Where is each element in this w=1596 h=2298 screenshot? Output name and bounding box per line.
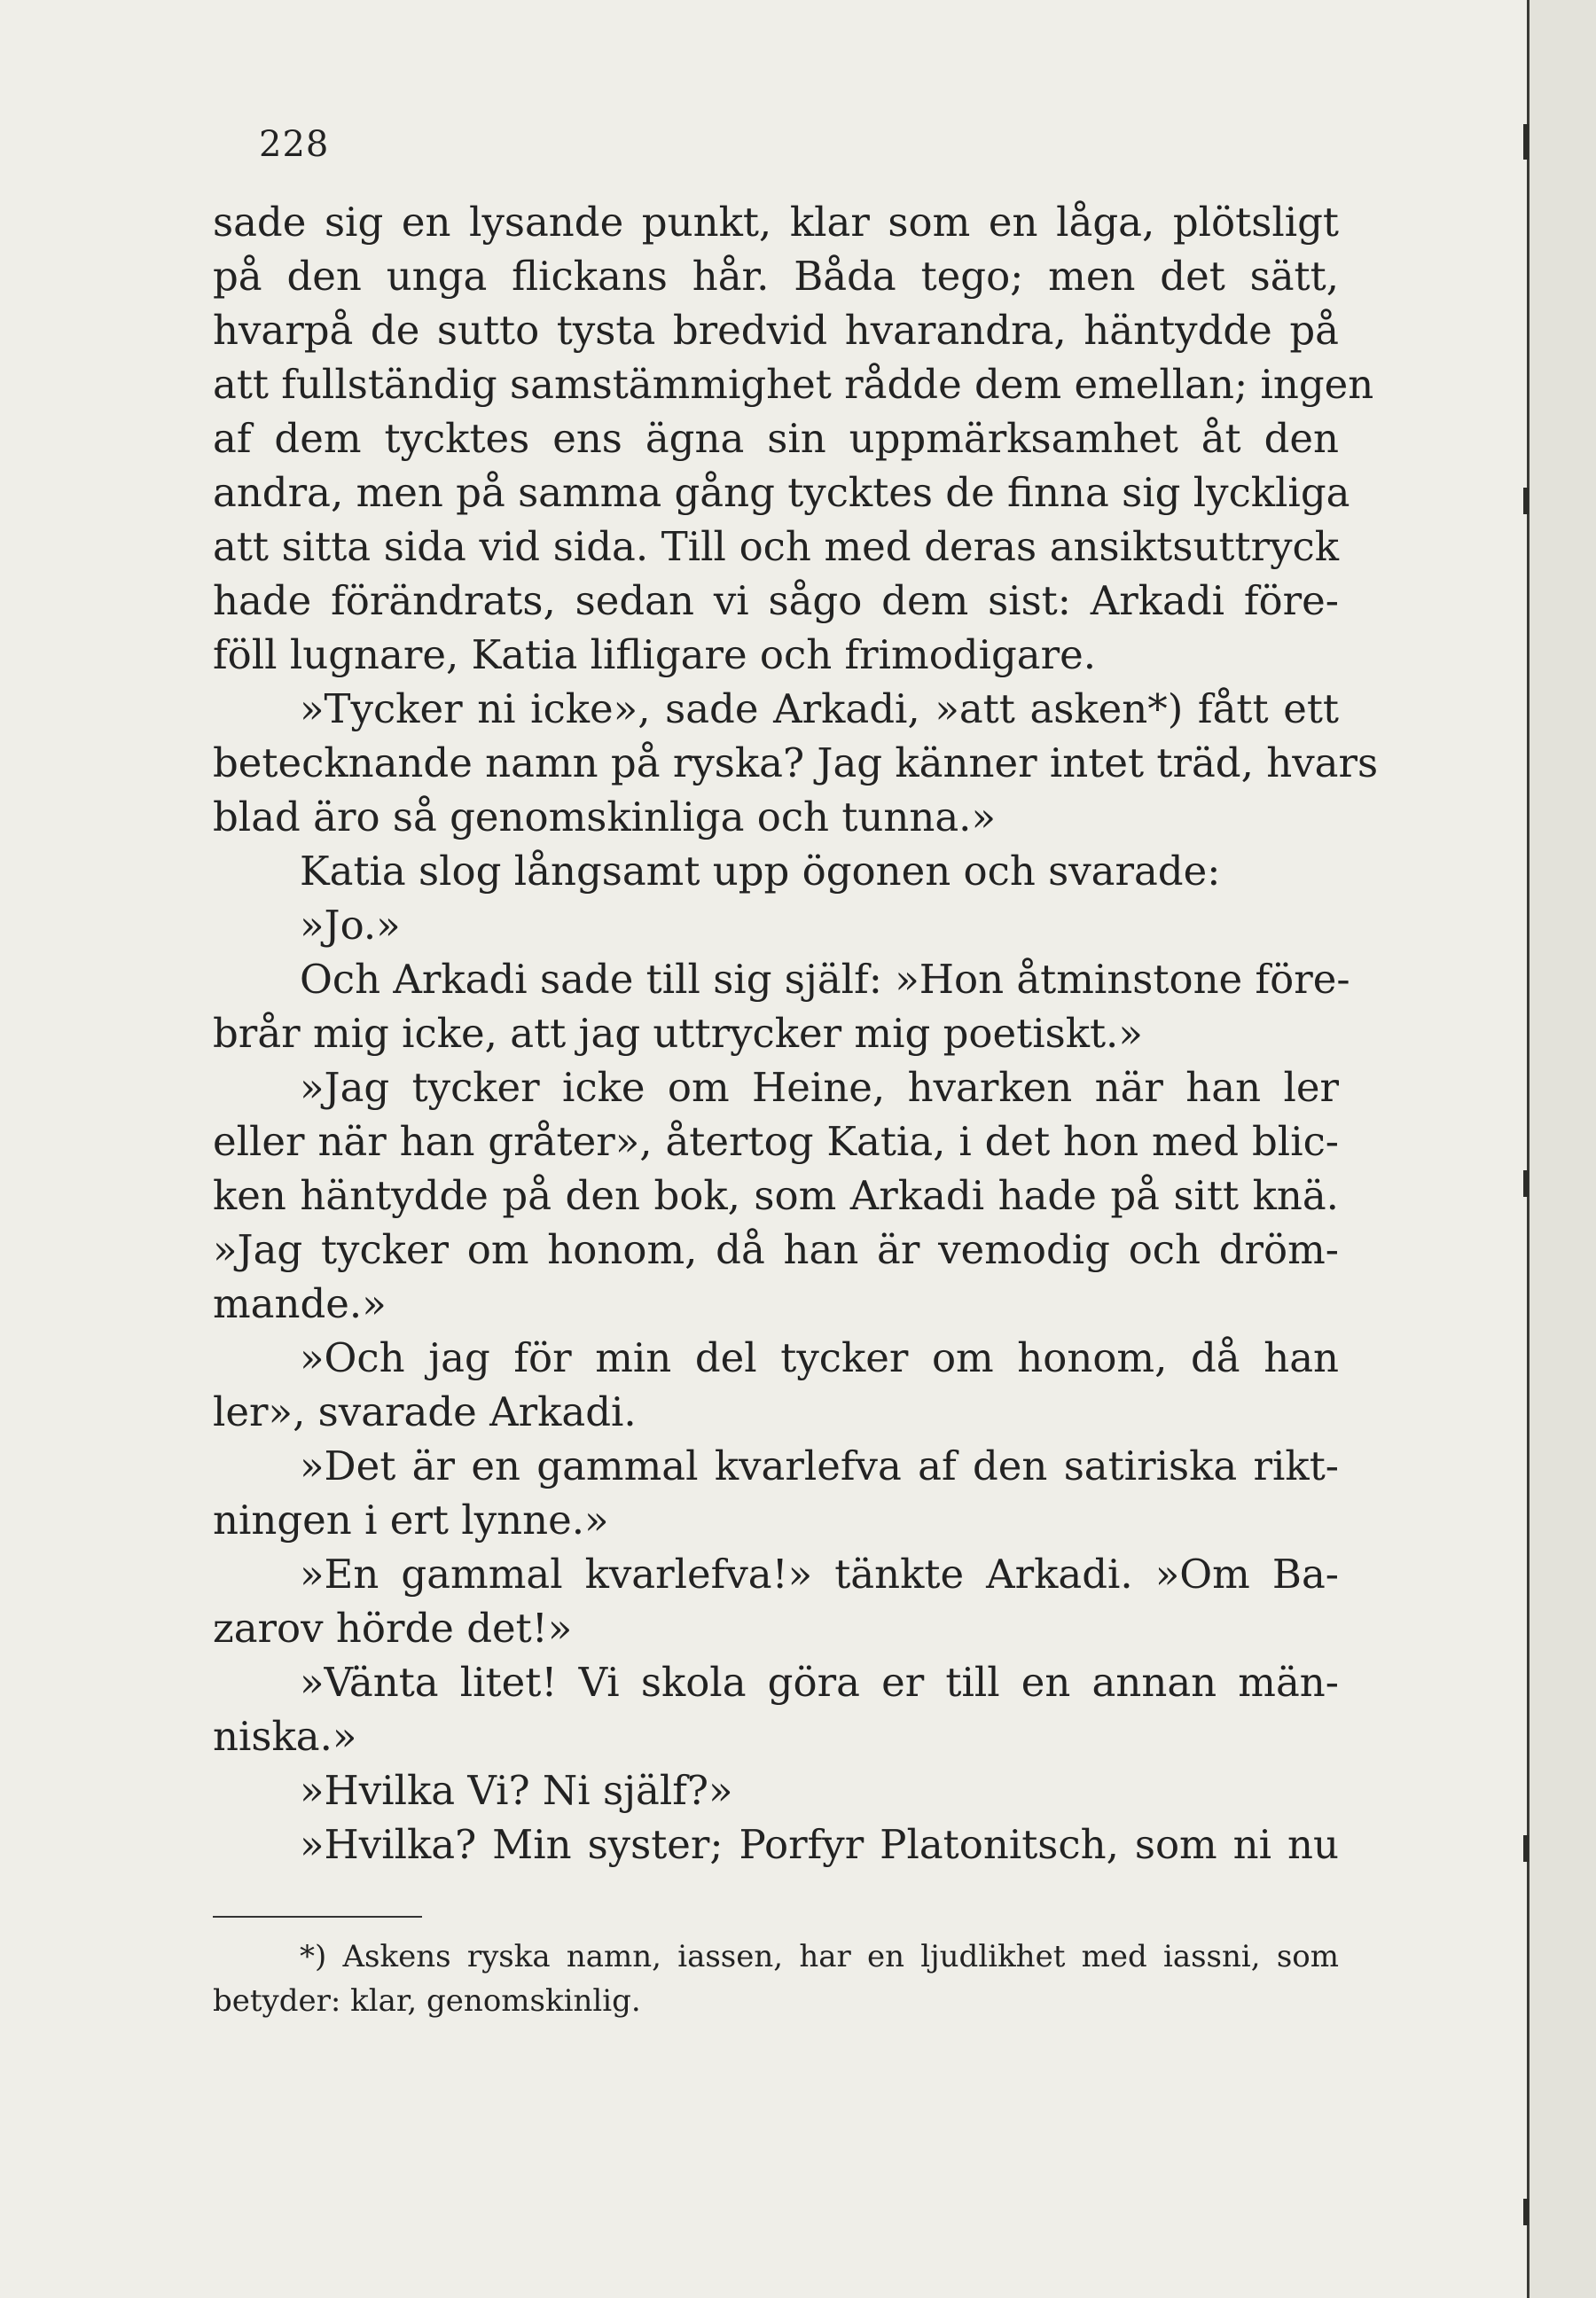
footnote-divider [213,1916,422,1918]
text-line: hade förändrats, sedan vi sågo dem sist: Arkadi före- [213,577,1339,624]
body-text [213,195,1379,1872]
text-line: »En gammal kvarlefva!» tänkte Arkadi. »Om Ba- [300,1551,1339,1598]
text-line: »Det är en gammal kvarlefva af den satiriska rikt- [300,1442,1339,1489]
text-line: »Tycker ni icke», sade Arkadi, »att asken*) fått ett [300,685,1339,732]
text-line: att fullständig samstämmighet rådde dem emellan; ingen [213,361,1374,408]
text-line: »Hvilka Vi? Ni själf?» [300,1767,733,1814]
footnote-line: *) Askens ryska namn, iassen, har en ljudlikhet med iassni, som [300,1939,1339,1974]
page-edge [1527,0,1596,2298]
text-line: brår mig icke, att jag uttrycker mig poetiskt.» [213,1010,1143,1057]
page-number: 228 [259,124,330,165]
text-line: betecknande namn på ryska? Jag känner intet träd, hvars [213,739,1379,786]
text-line: »Och jag för min del tycker om honom, då han [300,1334,1339,1381]
text-line: zarov hörde det!» [213,1605,573,1652]
text-line: af dem tycktes ens ägna sin uppmärksamhet åt den [213,415,1339,462]
text-line: ler», svarade Arkadi. [213,1388,637,1435]
text-line: att sitta sida vid sida. Till och med deras ansiktsuttryck [213,523,1339,570]
text-line: »Hvilka? Min syster; Porfyr Platonitsch, som ni nu [300,1821,1339,1868]
text-line: niska.» [213,1713,357,1760]
text-line: andra, men på samma gång tycktes de finna sig lyckliga [213,469,1350,516]
text-line: föll lugnare, Katia lifligare och frimodigare. [213,631,1097,678]
page-edge-mark [1523,1170,1529,1197]
text-line: Och Arkadi sade till sig själf: »Hon åtminstone före- [300,956,1350,1003]
text-line: »Jag tycker icke om Heine, hvarken när han ler [300,1064,1339,1111]
text-line: på den unga flickans hår. Båda tego; men det sätt, [213,253,1339,300]
footnote-line: betyder: klar, genomskinlig. [213,1983,641,2019]
text-line: ningen i ert lynne.» [213,1497,609,1544]
text-line: Katia slog långsamt upp ögonen och svarade: [300,848,1221,895]
footnotes [213,1935,1339,2023]
text-line: hvarpå de sutto tysta bredvid hvarandra, häntydde på [213,307,1339,354]
text-line: blad äro så genomskinliga och tunna.» [213,793,997,840]
page-edge-mark [1523,1835,1529,1862]
text-line: sade sig en lysande punkt, klar som en låga, plötsligt [213,199,1339,246]
text-line: mande.» [213,1280,387,1327]
text-line: eller när han gråter», återtog Katia, i det hon med blic- [213,1118,1339,1165]
text-line: »Jo.» [300,902,401,949]
text-line: »Vänta litet! Vi skola göra er till en annan män- [300,1659,1339,1706]
page-edge-mark [1523,124,1529,160]
text-line: »Jag tycker om honom, då han är vemodig och dröm- [213,1226,1339,1273]
page-edge-mark [1523,488,1529,514]
page-edge-mark [1523,2199,1529,2225]
text-line: ken häntydde på den bok, som Arkadi hade på sitt knä. [213,1172,1339,1219]
